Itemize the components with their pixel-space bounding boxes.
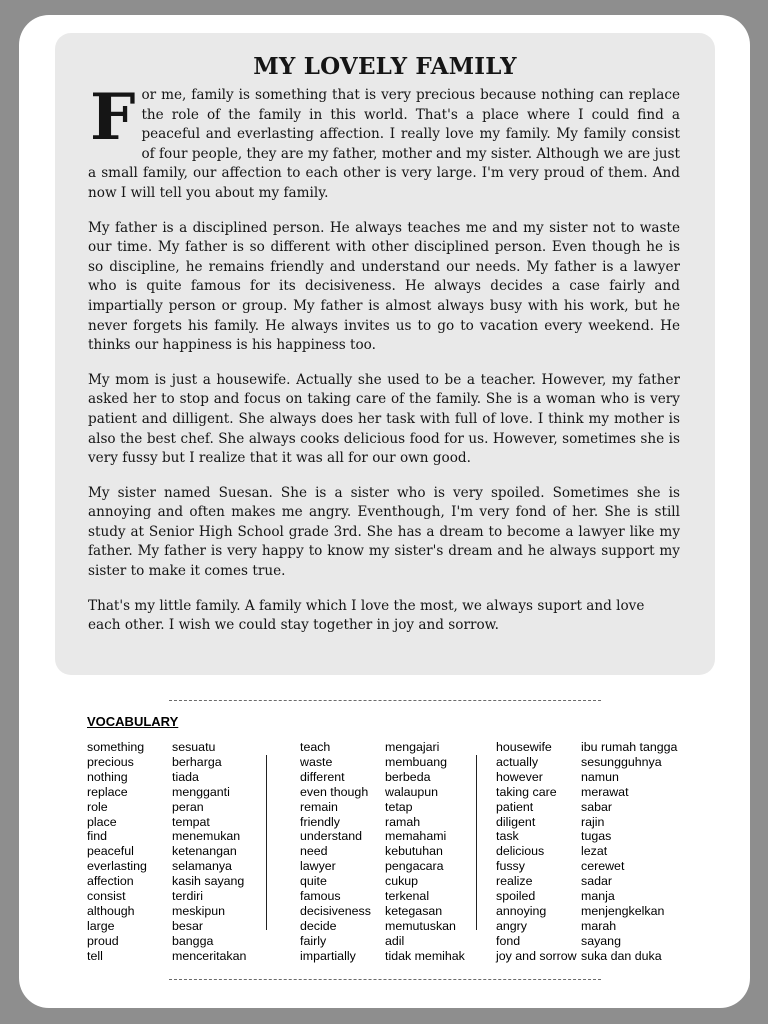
- vocab-indonesian-word: tetap: [385, 799, 413, 814]
- vocab-row: [496, 800, 677, 815]
- vocab-english-word: annoying: [496, 903, 547, 918]
- vocab-english-word: something: [87, 740, 145, 754]
- vocab-indonesian-word: ibu rumah tangga: [581, 740, 678, 754]
- vocab-indonesian-word: memutuskan: [385, 918, 456, 933]
- vocab-indonesian-word: walaupun: [385, 784, 439, 799]
- vocab-english-word: patient: [496, 799, 534, 814]
- vocab-indonesian-word: tiada: [172, 769, 199, 784]
- vocab-row: [496, 949, 677, 964]
- vocab-row: [87, 844, 246, 859]
- vocab-row: [300, 859, 465, 874]
- vocab-english-word: fussy: [496, 859, 525, 874]
- vocab-english-word: impartially: [300, 948, 356, 963]
- vocab-indonesian-word: ketegasan: [385, 903, 443, 918]
- vocab-row: [87, 800, 246, 815]
- vocab-indonesian-word: tidak memihak: [385, 948, 465, 963]
- vocab-row: [300, 800, 465, 815]
- vocab-english-word: proud: [87, 933, 119, 948]
- vocab-indonesian-word: ramah: [385, 814, 421, 829]
- vocab-row: [300, 770, 465, 785]
- vocab-english-word: tell: [87, 948, 103, 963]
- vocab-english-word: although: [87, 903, 135, 918]
- vocab-row: [300, 919, 465, 934]
- vocab-indonesian-word: tugas: [581, 829, 612, 844]
- vocab-english-word: quite: [300, 874, 327, 889]
- vocab-indonesian-word: namun: [581, 769, 619, 784]
- vocab-column-1: [87, 740, 246, 964]
- vocab-english-word: place: [87, 814, 117, 829]
- vocab-indonesian-word: lezat: [581, 844, 608, 859]
- vocab-english-word: precious: [87, 754, 134, 769]
- vocab-row: [300, 874, 465, 889]
- vocab-indonesian-word: memahami: [385, 829, 447, 844]
- vocab-english-word: role: [87, 799, 108, 814]
- vocab-row: [300, 904, 465, 919]
- vocab-indonesian-word: pengacara: [385, 859, 444, 874]
- vocab-indonesian-word: kebutuhan: [385, 844, 443, 859]
- vocab-indonesian-word: manja: [581, 889, 615, 904]
- column-divider: [266, 755, 267, 930]
- vocab-row: [87, 934, 246, 949]
- vocab-indonesian-word: suka dan duka: [581, 948, 662, 963]
- vocab-row: [87, 785, 246, 800]
- vocab-row: [87, 949, 246, 964]
- vocab-indonesian-word: ketenangan: [172, 844, 237, 859]
- paragraph-father: My father is a disciplined person. He always teaches me and my sister not to waste our time. My father is so different with other disciplined person. Even though he is so discipline, he remains friendly and understand our needs. My father is a lawyer who is quite famous for its decisiveness. He always decides a case fairly and impartially person or group. My father is almost always busy with his work, but he never forgets his family. He always invites us to go to vacation every weekend. He thinks our happiness is his happiness too.: [88, 219, 680, 354]
- vocab-english-word: nothing: [87, 769, 128, 784]
- vocab-row: [87, 829, 246, 844]
- vocab-row: [300, 949, 465, 964]
- vocab-indonesian-word: menemukan: [172, 829, 241, 844]
- vocab-row: [496, 904, 677, 919]
- vocab-english-word: angry: [496, 918, 527, 933]
- vocab-english-word: find: [87, 829, 107, 844]
- vocab-indonesian-word: marah: [581, 918, 617, 933]
- divider-bottom: [169, 979, 601, 980]
- paragraph-intro: [88, 80, 680, 204]
- story-panel: [55, 33, 715, 675]
- vocab-row: [496, 785, 677, 800]
- vocab-row: [496, 889, 677, 904]
- paragraph-sister: My sister named Suesan. She is a sister who is very spoiled. Sometimes she is annoying and often makes me angry. Eventhough, I'm very fond of her. She is still study at Senior High School grade 3rd. She has a dream to become a lawyer like my father. My father is very happy to know my sister's dream and he always support my sister to make it comes true.: [88, 484, 680, 580]
- vocab-english-word: joy and sorrow: [496, 948, 577, 963]
- vocab-indonesian-word: peran: [172, 799, 204, 814]
- vocab-row: [87, 889, 246, 904]
- divider-top: [169, 700, 601, 701]
- vocab-english-word: affection: [87, 874, 134, 889]
- paragraph-closing: That's my little family. A family which I love the most, we always suport and love each other. I wish we could stay together in joy and sorrow.: [88, 597, 645, 634]
- vocab-english-word: understand: [300, 829, 363, 844]
- vocab-row: [87, 904, 246, 919]
- paragraph-mother: My mom is just a housewife. Actually she used to be a teacher. However, my father asked her to stop and focus on taking care of the family. She is a woman who is very patient and dilligent. She always does her task with full of love. I think my mother is also the best chef. She always cooks delicious food for us. However, sometimes she is very fussy but I realize that it was all for our own good.: [88, 371, 680, 467]
- vocab-indonesian-word: menjengkelkan: [581, 903, 665, 918]
- page-title: MY LOVELY FAMILY: [253, 53, 517, 80]
- vocab-row: [496, 740, 677, 755]
- vocab-column-2: [300, 740, 465, 964]
- vocab-indonesian-word: rajin: [581, 814, 605, 829]
- vocab-english-word: different: [300, 769, 345, 784]
- vocab-row: [496, 934, 677, 949]
- vocab-english-word: fairly: [300, 933, 327, 948]
- vocab-english-word: need: [300, 844, 328, 859]
- vocab-indonesian-word: mengajari: [385, 740, 440, 754]
- vocab-indonesian-word: selamanya: [172, 859, 232, 874]
- vocab-row: [87, 859, 246, 874]
- vocab-indonesian-word: adil: [385, 933, 405, 948]
- drop-cap: F: [90, 80, 136, 155]
- vocab-english-word: diligent: [496, 814, 536, 829]
- vocab-row: [87, 919, 246, 934]
- vocab-row: [300, 815, 465, 830]
- vocab-indonesian-word: sabar: [581, 799, 612, 814]
- vocab-english-word: decide: [300, 918, 337, 933]
- column-divider: [476, 755, 477, 930]
- story-body: [88, 80, 680, 651]
- vocab-row: [300, 934, 465, 949]
- vocab-english-word: fond: [496, 933, 521, 948]
- vocab-english-word: famous: [300, 889, 341, 904]
- vocab-english-word: housewife: [496, 740, 552, 754]
- vocab-english-word: peaceful: [87, 844, 134, 859]
- vocab-row: [87, 770, 246, 785]
- vocab-indonesian-word: tempat: [172, 814, 210, 829]
- vocab-row: [87, 874, 246, 889]
- vocab-english-word: replace: [87, 784, 128, 799]
- vocab-english-word: teach: [300, 740, 331, 754]
- vocab-row: [496, 844, 677, 859]
- vocab-english-word: friendly: [300, 814, 340, 829]
- vocab-row: [496, 919, 677, 934]
- vocab-row: [496, 859, 677, 874]
- vocab-english-word: actually: [496, 754, 539, 769]
- vocab-indonesian-word: meskipun: [172, 903, 226, 918]
- page-sheet: [19, 15, 750, 1008]
- vocab-indonesian-word: terkenal: [385, 889, 430, 904]
- vocab-indonesian-word: cerewet: [581, 859, 625, 874]
- vocab-row: [300, 889, 465, 904]
- vocab-row: [87, 755, 246, 770]
- vocab-indonesian-word: kasih sayang: [172, 874, 245, 889]
- vocab-indonesian-word: membuang: [385, 754, 447, 769]
- vocab-english-word: remain: [300, 799, 338, 814]
- vocab-indonesian-word: bangga: [172, 933, 214, 948]
- vocab-english-word: even though: [300, 784, 369, 799]
- vocabulary-heading: VOCABULARY: [87, 714, 179, 729]
- vocab-english-word: consist: [87, 889, 126, 904]
- vocab-english-word: everlasting: [87, 859, 147, 874]
- vocab-indonesian-word: besar: [172, 918, 203, 933]
- vocab-english-word: large: [87, 918, 115, 933]
- vocab-english-word: delicious: [496, 844, 545, 859]
- vocab-english-word: spoiled: [496, 889, 536, 904]
- vocab-row: [496, 815, 677, 830]
- vocab-indonesian-word: mengganti: [172, 784, 230, 799]
- vocab-row: [300, 755, 465, 770]
- vocab-indonesian-word: sesungguhnya: [581, 754, 662, 769]
- vocab-indonesian-word: cukup: [385, 874, 419, 889]
- vocab-row: [496, 874, 677, 889]
- vocab-row: [300, 844, 465, 859]
- vocab-english-word: realize: [496, 874, 533, 889]
- vocab-indonesian-word: sadar: [581, 874, 612, 889]
- vocab-english-word: task: [496, 829, 519, 844]
- vocab-english-word: taking care: [496, 784, 557, 799]
- vocab-row: [300, 785, 465, 800]
- vocab-row: [496, 755, 677, 770]
- vocab-column-3: [496, 740, 677, 964]
- vocab-english-word: decisiveness: [300, 903, 371, 918]
- vocab-english-word: however: [496, 769, 543, 784]
- vocab-row: [496, 829, 677, 844]
- vocab-indonesian-word: sayang: [581, 933, 621, 948]
- vocab-row: [87, 815, 246, 830]
- vocab-row: [300, 829, 465, 844]
- vocab-english-word: waste: [300, 754, 333, 769]
- vocab-row: [87, 740, 246, 755]
- paragraph-text: or me, family is something that is very precious because nothing can replace the role of the family in this world. That's a place where I could find a peaceful and everlasting affection. I really love my family. My family consist of four people, they are my father, mother and my sister. Although we are just a small family, our affection to each other is very large. I'm very proud of them. And now I will tell you about my family.: [88, 87, 680, 201]
- vocab-indonesian-word: merawat: [581, 784, 629, 799]
- vocab-indonesian-word: terdiri: [172, 889, 203, 904]
- vocab-indonesian-word: berbeda: [385, 769, 431, 784]
- vocab-row: [300, 740, 465, 755]
- vocab-indonesian-word: menceritakan: [172, 948, 247, 963]
- vocab-indonesian-word: berharga: [172, 754, 222, 769]
- vocab-row: [496, 770, 677, 785]
- vocab-indonesian-word: sesuatu: [172, 740, 216, 754]
- vocab-english-word: lawyer: [300, 859, 336, 874]
